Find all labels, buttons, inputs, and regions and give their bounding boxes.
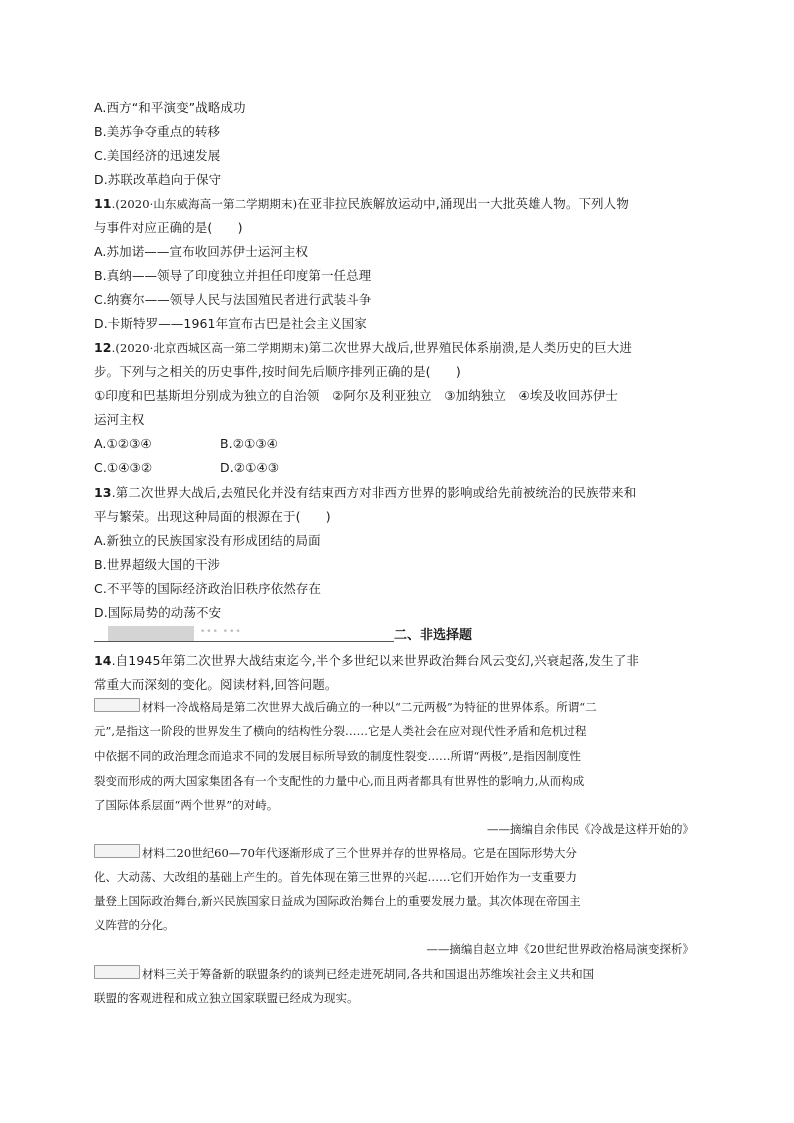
q11-option-d[interactable]: D.卡斯特罗——1961年宣布古巴是社会主义国家 [94, 316, 367, 331]
question-number: 14 [94, 653, 112, 668]
material-1-line: 元”,是指这一阶段的世界发生了横向的结构性分裂……它是人类社会在应对现代性矛盾和危机过程 [94, 724, 587, 738]
q13-stem-cont: 平与繁荣。出现这种局面的根源在于( ) [94, 509, 331, 524]
section-header [94, 626, 486, 642]
question-number: 12 [94, 340, 112, 355]
q12-option-a[interactable]: A.①②③④ [94, 436, 152, 451]
q14-stem [94, 652, 639, 670]
question-number: 11 [94, 196, 112, 211]
section-header-gray-block [108, 626, 194, 641]
q11-option-c[interactable]: C.纳赛尔——领导人民与法国殖民者进行武装斗争 [94, 292, 372, 307]
q12-options-row-1 [94, 435, 278, 453]
material-1-line: 中依据不同的政治理念而追求不同的发展目标所导致的制度性裂变……所谓“两极”,是指因制度性 [94, 749, 581, 763]
section-header-dots: ••• ••• [200, 627, 242, 637]
section-header-rule [94, 641, 394, 642]
q10-option-d[interactable]: D.苏联改革趋向于保守 [94, 172, 222, 187]
q11-stem-cont: 与事件对应正确的是( ) [94, 220, 243, 235]
q10-option-c[interactable]: C.美国经济的迅速发展 [94, 148, 221, 163]
material-1-text: 材料一冷战格局是第二次世界大战后确立的一种以“二元两极”为特征的世界体系。所谓“二 [142, 700, 597, 714]
q11-option-b[interactable]: B.真纳——领导了印度独立并担任印度第一任总理 [94, 268, 372, 283]
question-source: .(2020·山东威海高一第二学期期末) [111, 197, 298, 211]
question-number: 13 [94, 485, 112, 500]
material-2-line: 化、大动荡、大改组的基础上产生的。首先体现在第三世界的兴起……它们开始作为一支重要力 [94, 870, 577, 884]
q12-options-row-2 [94, 459, 280, 477]
material-2-line [94, 844, 577, 862]
section-title: 二、非选择题 [394, 628, 473, 643]
material-label-box [94, 965, 140, 979]
material-2-line: 量登上国际政治舞台,新兴民族国家日益成为国际政治舞台上的重要发展力量。其次体现在帝国主 [94, 894, 581, 908]
q12-option-d[interactable]: D.②①④③ [220, 460, 280, 475]
q13-option-c[interactable]: C.不平等的国际经济政治旧秩序依然存在 [94, 581, 322, 596]
material-label-box [94, 844, 140, 858]
q11-stem [94, 195, 629, 213]
q10-option-a[interactable]: A.西方“和平演变”战略成功 [94, 100, 246, 115]
q13-stem-text: .第二次世界大战后,去殖民化并没有结束西方对非西方世界的影响或给先前被统治的民族带来和 [111, 485, 637, 500]
q10-option-b[interactable]: B.美苏争夺重点的转移 [94, 124, 221, 139]
material-3-line [94, 965, 594, 983]
q12-option-c[interactable]: C.①④③② [94, 460, 153, 475]
material-2-text: 材料二20世纪60—70年代逐渐形成了三个世界并存的世界格局。它是在国际形势大分 [142, 846, 577, 860]
material-2-source: ——摘编自赵立坤《20世纪世界政治格局演变探析》 [426, 942, 694, 956]
q12-items: ①印度和巴基斯坦分别成为独立的自治领 ②阿尔及利亚独立 ③加纳独立 ④埃及收回苏伊士 [94, 388, 619, 403]
q13-option-b[interactable]: B.世界超级大国的干涉 [94, 557, 221, 572]
question-source: .(2020·北京西城区高一第二学期期末) [111, 341, 309, 355]
q12-stem [94, 339, 632, 357]
q13-stem [94, 484, 636, 502]
q13-option-d[interactable]: D.国际局势的动荡不安 [94, 605, 222, 620]
q12-option-b[interactable]: B.②①③④ [220, 436, 278, 451]
material-label-box [94, 698, 140, 712]
material-2-line: 义阵营的分化。 [94, 918, 175, 932]
q12-stem-cont: 步。下列与之相关的历史事件,按时间先后顺序排列正确的是( ) [94, 364, 461, 379]
q12-items-cont: 运河主权 [94, 412, 145, 427]
q11-stem-text: 在亚非拉民族解放运动中,涌现出一大批英雄人物。下列人物 [297, 196, 629, 211]
q13-option-a[interactable]: A.新独立的民族国家没有形成团结的局面 [94, 533, 321, 548]
material-1-line [94, 698, 597, 716]
q12-stem-text: 第二次世界大战后,世界殖民体系崩溃,是人类历史的巨大进 [308, 340, 632, 355]
material-1-source: ——摘编自余伟民《冷战是这样开始的》 [487, 822, 694, 836]
material-3-text: 材料三关于筹备新的联盟条约的谈判已经走进死胡同,各共和国退出苏维埃社会主义共和国 [142, 967, 595, 981]
material-1-line: 裂变而形成的两大国家集团各有一个支配性的力量中心,而且两者都具有世界性的影响力,从而构成 [94, 774, 585, 788]
material-1-line: 了国际体系层面“两个世界”的对峙。 [94, 798, 279, 812]
q14-stem-text: .自1945年第二次世界大战结束迄今,半个多世纪以来世界政治舞台风云变幻,兴衰起落,发生了非 [111, 653, 639, 668]
material-3-line: 联盟的客观进程和成立独立国家联盟已经成为现实。 [94, 991, 359, 1005]
q14-stem-cont: 常重大而深刻的变化。阅读材料,回答问题。 [94, 677, 338, 692]
q11-option-a[interactable]: A.苏加诺——宣布收回苏伊士运河主权 [94, 244, 309, 259]
